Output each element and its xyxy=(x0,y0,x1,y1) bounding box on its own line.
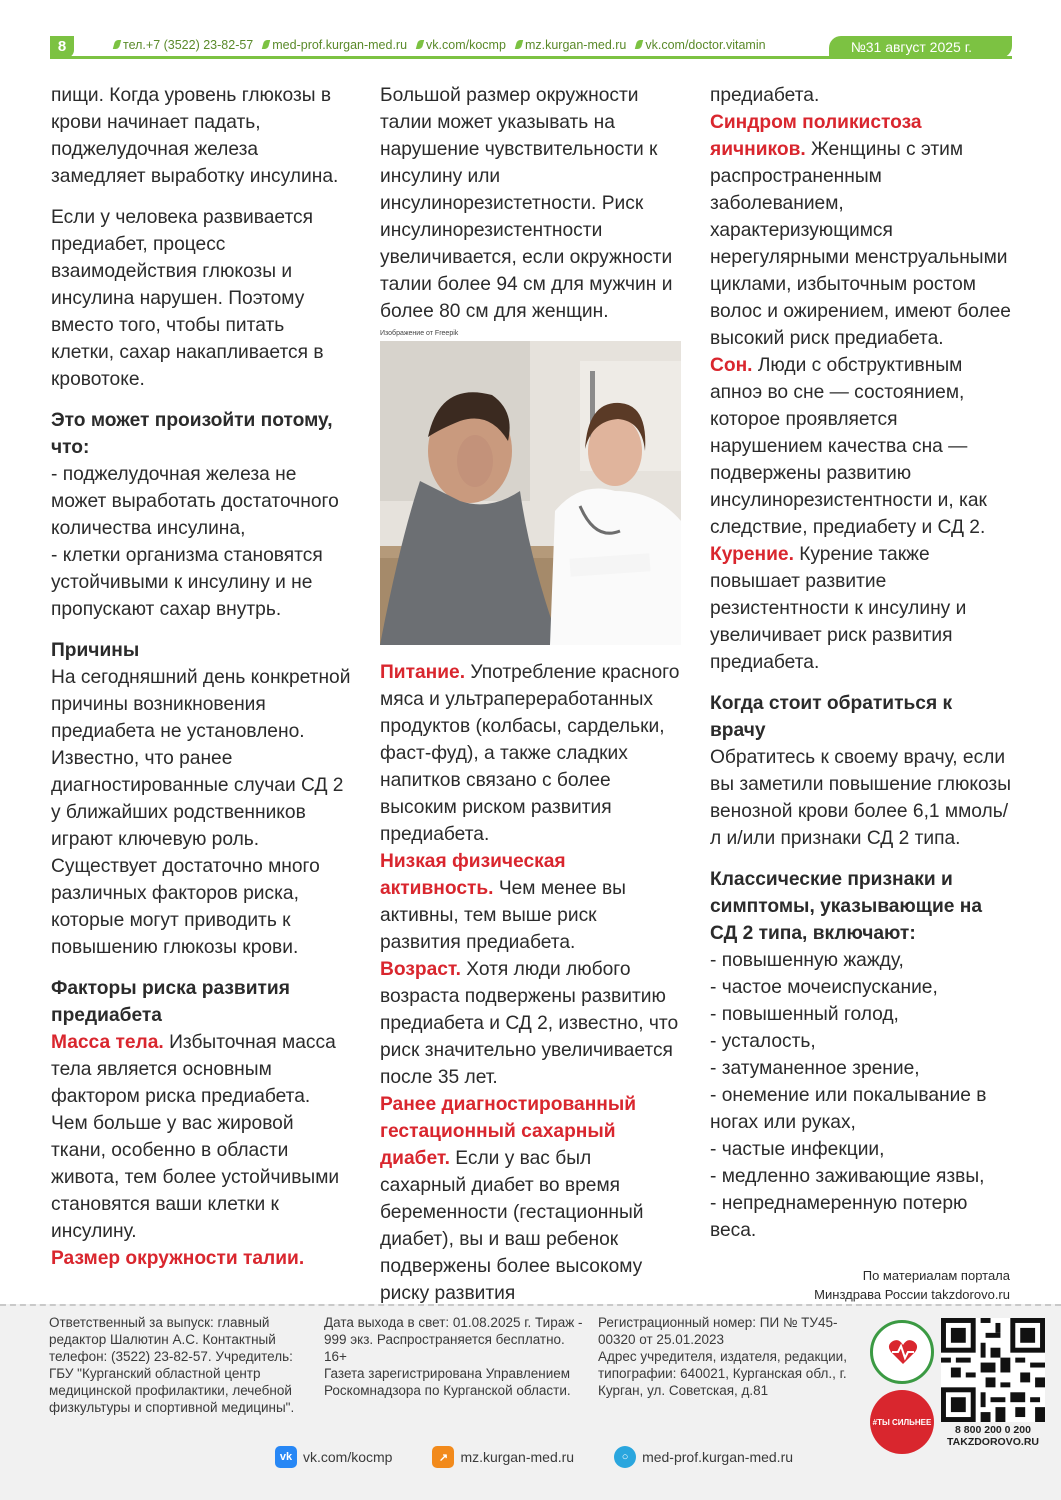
heading-risk-factors: Факторы риска развития предиабета xyxy=(51,978,290,1026)
column-2 xyxy=(380,82,680,1307)
heading-see-doctor: Когда стоит обратиться к врачу xyxy=(710,693,953,741)
footer-link-label: med-prof.kurgan-med.ru xyxy=(642,1449,794,1465)
risk-smoking xyxy=(710,541,1012,676)
risk-label: Синдром поликистоза яичников. xyxy=(710,112,922,160)
qr-site: TAKZDOROVO.RU xyxy=(947,1436,1039,1448)
health-center-logo xyxy=(870,1320,934,1384)
doctor-patient-photo xyxy=(380,341,681,645)
cursor-icon: ↗ xyxy=(432,1446,454,1468)
risk-activity xyxy=(380,848,680,956)
risk-label: Курение. xyxy=(710,544,794,565)
risk-sleep xyxy=(710,352,1012,541)
risk-text: Если у вас был сахарный диабет во время беременности (гестационный диабет), вы и ваш ребенок подвержены более высокому риску развития xyxy=(380,1148,644,1304)
footer-address: Адрес учредителя, издателя, редакции, типографии: 640021, Курганская обл., г. Курган, ул. Советская, д.81 xyxy=(598,1349,847,1398)
paragraph: предиабета. xyxy=(710,85,820,106)
header-contacts xyxy=(114,38,766,52)
risk-pcos xyxy=(710,109,1012,352)
footer-publication-info xyxy=(324,1314,590,1399)
vk-icon: vk xyxy=(275,1446,297,1468)
list-item: - частые инфекции, xyxy=(710,1139,885,1160)
paragraph: пищи. Когда уровень глюкозы в крови начинает падать, поджелудочная железа замедляет выработку инсулина. xyxy=(51,85,339,187)
list-item: - медленно заживающие язвы, xyxy=(710,1166,985,1187)
page-header xyxy=(50,36,1012,58)
globe-icon: ○ xyxy=(614,1446,636,1468)
risk-text: Избыточная масса тела является основным фактором риска предиабета. Чем больше у вас жировой ткани, особенно в области живота, тем более устойчивыми становятся ваши клетки к инсулину. xyxy=(51,1032,340,1242)
footer-link-mz[interactable] xyxy=(432,1446,574,1468)
risk-waist-label xyxy=(51,1245,351,1272)
risk-label: Низкая физическая активность. xyxy=(380,851,566,899)
list-item: - повышенный голод, xyxy=(710,1004,899,1025)
header-link-vk-doctor[interactable]: vk.com/doctor.vitamin xyxy=(636,38,765,52)
heading-reason: Это может произойти потому, что: xyxy=(51,410,333,458)
risk-label: Размер окружности талии. xyxy=(51,1248,305,1269)
paragraph: На сегодняшний день конкретной причины возникновения предиабета не установлено. Известно, что ранее диагностированные случаи СД 2 у ближайших родственников играют ключевую роль. Существует достаточно много различных факторов риска, которые могут приводить к повышению глюкозы крови. xyxy=(51,667,351,958)
paragraph: Большой размер окружности талии может указывать на нарушение чувствительности к инсулину или инсулинорезистетности. Риск инсулинорезистентности увеличивается, если окружности талии более 94 см для мужчин и более 80 см для женщин. xyxy=(380,85,673,322)
footer-registration-number xyxy=(598,1314,860,1399)
photo-credit: Изображение от Freepik xyxy=(380,330,459,337)
footer-registration: Газета зарегистрирована Управлением Роскомнадзора по Курганской области. xyxy=(324,1366,571,1398)
risk-label: Питание. xyxy=(380,662,466,683)
qr-phone: 8 800 200 0 200 xyxy=(955,1424,1031,1436)
list-item: - онемение или покалывание в ногах или руках, xyxy=(710,1085,987,1133)
footer-link-label: mz.kurgan-med.ru xyxy=(460,1449,575,1465)
footer-release: Дата выхода в свет: 01.08.2025 г. Тираж - 999 экз. Распространяется бесплатно. 16+ xyxy=(324,1315,583,1364)
qr-code[interactable] xyxy=(941,1318,1045,1422)
risk-gestational xyxy=(380,1091,680,1307)
list-item: - поджелудочная железа не может выработать достаточного количества инсулина, xyxy=(51,464,339,539)
page-number: 8 xyxy=(50,36,74,58)
footer-link-vk[interactable] xyxy=(275,1446,392,1468)
risk-text: Чем менее вы активны, тем выше риск развития предиабета. xyxy=(380,878,626,953)
heading-symptoms: Классические признаки и симптомы, указывающие на СД 2 типа, включают: xyxy=(710,869,983,944)
source-note xyxy=(814,1266,1010,1304)
header-link-vk-kocmp[interactable]: vk.com/kocmp xyxy=(417,38,506,52)
list-item: - затуманенное зрение, xyxy=(710,1058,920,1079)
heading-causes: Причины xyxy=(51,640,140,661)
list-item: - усталость, xyxy=(710,1031,816,1052)
column-3 xyxy=(710,82,1012,1244)
risk-nutrition xyxy=(380,659,680,848)
source-line: Минздрава России takzdorovo.ru xyxy=(814,1287,1010,1302)
source-line: По материалам портала xyxy=(862,1268,1010,1283)
list-item: - частое мочеиспускание, xyxy=(710,977,938,998)
risk-label: Сон. xyxy=(710,355,753,376)
footer-link-med-prof[interactable] xyxy=(614,1446,793,1468)
risk-text: Женщины с этим распространенным заболеванием, характеризующимся нерегулярными менструальными циклами, избыточным ростом волос и ожирением, имеют более высокий риск предиабета. xyxy=(710,139,1011,349)
photo-illustration xyxy=(380,341,681,645)
header-link-mz[interactable]: mz.kurgan-med.ru xyxy=(516,38,626,52)
header-link-med-prof[interactable]: med-prof.kurgan-med.ru xyxy=(263,38,407,52)
list-item: - непреднамеренную потерю веса. xyxy=(710,1193,968,1241)
risk-mass xyxy=(51,1029,351,1245)
risk-age xyxy=(380,956,680,1091)
risk-text: Хотя люди любого возраста подвержены развитию предиабета и СД 2, известно, что риск значительно увеличивается после 35 лет. xyxy=(380,959,679,1088)
footer-links xyxy=(275,1446,793,1468)
qr-caption xyxy=(936,1424,1050,1448)
list-item: - повышенную жажду, xyxy=(710,950,904,971)
paragraph: Обратитесь к своему врачу, если вы заметили повышение глюкозы венозной крови более 6,1 ммоль/л и/или признаки СД 2 типа. xyxy=(710,747,1012,849)
footer-reg-number: Регистрационный номер: ПИ № ТУ45-00320 от 25.01.2023 xyxy=(598,1315,838,1347)
qr-code-icon xyxy=(941,1318,1045,1422)
risk-label: Возраст. xyxy=(380,959,461,980)
column-1 xyxy=(51,82,351,1272)
header-phone: тел.+7 (3522) 23-82-57 xyxy=(114,38,253,52)
issue-badge: №31 август 2025 г. xyxy=(829,36,1012,58)
footer-imprint: Ответственный за выпуск: главный редактор Шалютин А.С. Контактный телефон: (3522) 23-82-57. Учредитель: ГБУ "Курганский областной центр медицинской профилактики, лечебной физкультуры и спортивной медицины". xyxy=(49,1315,295,1415)
campaign-badge: #ТЫ СИЛЬНЕЕ xyxy=(870,1390,934,1454)
heart-icon xyxy=(888,1339,918,1365)
risk-text: Употребление красного мяса и ультрапереработанных продуктов (колбасы, сардельки, фаст-фуд), а также сладких напитков связано с более высоким риском развития предиабета. xyxy=(380,662,680,845)
risk-label: Масса тела. xyxy=(51,1032,164,1053)
list-item: - клетки организма становятся устойчивыми к инсулину и не пропускают сахар внутрь. xyxy=(51,545,323,620)
paragraph: Если у человека развивается предиабет, процесс взаимодействия глюкозы и инсулина нарушен. Поэтому вместо того, чтобы питать клетки, сахар накапливается в кровотоке. xyxy=(51,207,324,390)
footer-link-label: vk.com/kocmp xyxy=(303,1449,393,1465)
risk-text: Люди с обструктивным апноэ во сне — состоянием, которое проявляется нарушением качества сна — подвержены развитию инсулинорезистентности и, как следствие, предиабету и СД 2. xyxy=(710,355,987,538)
footer-divider xyxy=(0,1304,1061,1306)
risk-text: Курение также повышает развитие резистентности к инсулину и увеличивает риск развития предиабета. xyxy=(710,544,967,673)
page-footer xyxy=(0,1304,1061,1500)
risk-label: Ранее диагностированный гестационный сахарный диабет. xyxy=(380,1094,637,1169)
